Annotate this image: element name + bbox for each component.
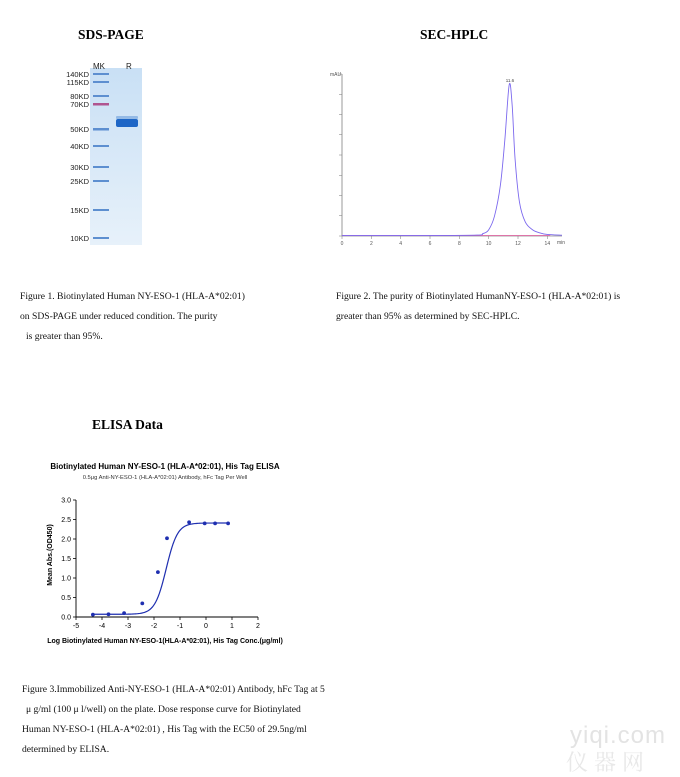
marker-label-115kd: 115KD: [66, 78, 89, 87]
elisa-chart-subtitle: 0.5μg Anti-NY-ESO-1 (HLA-A*02:01) Antibody, hFc Tag Per Well: [82, 475, 248, 481]
elisa-x-tick-label: -2: [150, 623, 158, 630]
elisa-x-tick-label: 1: [230, 623, 234, 630]
marker-band: [93, 81, 109, 83]
marker-label-140kd: 140KD: [66, 70, 89, 79]
marker-label-25kd: 25KD: [70, 177, 89, 186]
marker-band: [93, 180, 109, 182]
watermark-text: yiqi.com: [570, 722, 667, 749]
x-unit-label: min: [557, 240, 566, 246]
sample-band-halo: [116, 116, 138, 119]
caption-line: greater than 95% as determined by SEC-HPLC.: [336, 311, 520, 322]
elisa-data-point: [91, 613, 95, 617]
elisa-y-tick-label: 2.5: [61, 517, 71, 524]
elisa-y-axis-label: Mean Abs.(OD450): [47, 524, 54, 586]
marker-label-40kd: 40KD: [70, 142, 89, 151]
caption-line: on SDS-PAGE under reduced condition. The purity: [20, 311, 218, 322]
elisa-y-tick-label: 3.0: [61, 497, 71, 505]
sec-hplc-chart: [322, 66, 572, 252]
elisa-x-tick-label: -5: [72, 623, 80, 630]
hplc-peak-label: 11.6: [505, 77, 515, 83]
elisa-y-tick-label: 1.5: [61, 556, 71, 563]
hplc-x-tick-label: 12: [515, 241, 521, 247]
marker-label-10kd: 10KD: [70, 234, 89, 243]
lane-label-r: R: [126, 62, 132, 71]
caption-line: Figure 3.Immobilized Anti-NY-ESO-1 (HLA-A*02:01) Antibody, hFc Tag at 5: [22, 684, 325, 695]
elisa-y-tick-label: 2.0: [61, 536, 71, 544]
marker-band: [93, 166, 109, 168]
marker-label-70kd: 70KD: [70, 100, 89, 109]
elisa-fit-curve: [92, 523, 230, 614]
figure-1-caption: [20, 287, 245, 347]
marker-label-80kd: 80KD: [70, 92, 89, 101]
elisa-data-point: [107, 612, 111, 616]
hplc-x-tick-label: 14: [544, 241, 551, 247]
marker-band: [93, 145, 109, 147]
y-unit-label: mAU: [330, 72, 342, 78]
elisa-y-tick-label: 1.0: [61, 575, 71, 583]
hplc-x-tick-label: 10: [485, 241, 492, 247]
marker-band: [93, 103, 109, 106]
elisa-data-point: [203, 522, 207, 526]
elisa-data-point: [226, 522, 230, 526]
elisa-section-title: ELISA Data: [92, 417, 163, 432]
sds-page-gel-image: [60, 58, 150, 248]
elisa-chart-title: Biotinylated Human NY-ESO-1 (HLA-A*02:01), His Tag ELISA: [50, 462, 280, 471]
elisa-x-tick-label: -4: [98, 623, 106, 630]
elisa-data-point: [165, 536, 169, 540]
caption-line: Human NY-ESO-1 (HLA-A*02:01) , His Tag with the EC50 of 29.5ng/ml: [22, 724, 307, 735]
sample-band: [116, 119, 138, 127]
elisa-x-tick-label: 0: [204, 623, 208, 630]
sds-page-title: SDS-PAGE: [78, 27, 144, 42]
caption-line: is greater than 95%.: [26, 331, 103, 342]
elisa-x-axis-label: Log Biotinylated Human NY-ESO-1(HLA-A*02:01), His Tag Conc.(μg/ml): [47, 638, 283, 645]
lane-label-mk: MK: [93, 62, 105, 71]
figure-2-caption: [336, 287, 620, 327]
elisa-chart: [0, 455, 330, 655]
elisa-data-point: [213, 522, 217, 526]
elisa-y-tick-label: 0.0: [61, 614, 71, 622]
hplc-x-tick-label: 0: [340, 241, 344, 247]
gel-background: [90, 68, 142, 245]
caption-line: Figure 1. Biotinylated Human NY-ESO-1 (HLA-A*02:01): [20, 291, 245, 302]
elisa-x-tick-label: -1: [176, 623, 184, 630]
marker-label-30kd: 30KD: [70, 163, 89, 172]
marker-band: [93, 73, 109, 75]
marker-label-15kd: 15KD: [70, 206, 89, 215]
marker-band: [93, 237, 109, 239]
caption-line: Figure 2. The purity of Biotinylated HumanNY-ESO-1 (HLA-A*02:01) is: [336, 291, 621, 302]
watermark-text-cn: 仪器网: [566, 750, 651, 775]
elisa-data-point: [122, 611, 126, 615]
hplc-x-tick-label: 2: [369, 241, 373, 247]
elisa-data-point: [187, 520, 191, 524]
elisa-x-tick-label: 2: [256, 623, 260, 630]
sec-hplc-title: SEC-HPLC: [420, 27, 489, 42]
elisa-y-tick-label: 0.5: [61, 595, 71, 602]
marker-band: [93, 128, 109, 131]
caption-line: determined by ELISA.: [22, 744, 110, 755]
marker-label-50kd: 50KD: [70, 125, 89, 134]
figure-3-caption: [22, 680, 325, 760]
elisa-data-point: [156, 570, 160, 574]
hplc-x-tick-label: 4: [399, 241, 403, 247]
caption-line: μ g/ml (100 μ l/well) on the plate. Dose response curve for Biotinylated: [26, 704, 301, 715]
hplc-x-tick-label: 8: [457, 241, 461, 247]
hplc-trace: [342, 83, 562, 235]
marker-band: [93, 209, 109, 211]
hplc-x-tick-label: 6: [428, 241, 432, 247]
marker-band: [93, 95, 109, 97]
elisa-x-tick-label: -3: [124, 623, 132, 630]
elisa-data-point: [140, 601, 144, 605]
